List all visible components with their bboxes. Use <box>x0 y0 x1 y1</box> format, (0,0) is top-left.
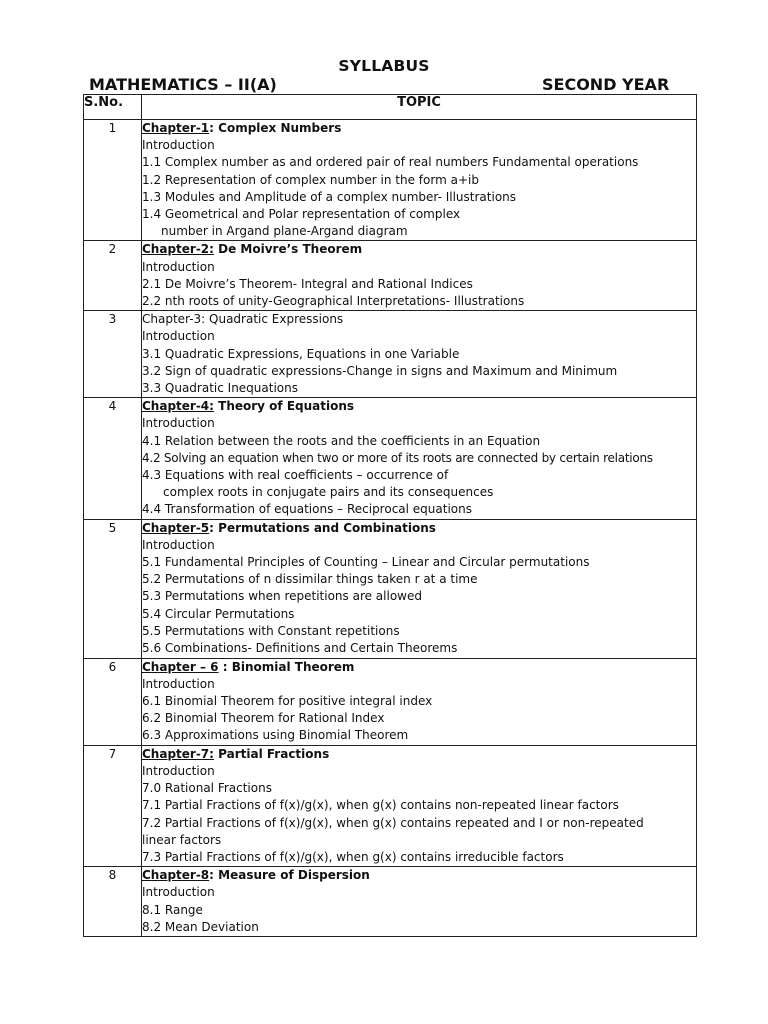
topic-line: 7.3 Partial Fractions of f(x)/g(x), when g(x) contains irreducible factors <box>142 849 564 864</box>
chapter-title: Theory of Equations <box>213 399 355 414</box>
chapter-title: De Moivre’s Theorem <box>213 242 363 257</box>
topic-line: 8.2 Mean Deviation <box>142 919 259 934</box>
table-row <box>84 311 697 398</box>
subject-heading: MATHEMATICS – II(A) <box>89 75 277 94</box>
topic-line: Introduction <box>142 259 215 274</box>
topic-line: 5.4 Circular Permutations <box>142 606 295 621</box>
topic-line: 4.1 Relation between the roots and the coefficients in an Equation <box>142 433 541 448</box>
topic-cell <box>142 658 697 745</box>
syllabus-table <box>83 94 697 937</box>
table-row <box>84 519 697 658</box>
table-row <box>84 867 697 937</box>
topic-line: 4.4 Transformation of equations – Reciprocal equations <box>142 502 472 517</box>
topic-line: 7.2 Partial Fractions of f(x)/g(x), when g(x) contains repeated and I or non-repeated linear factors <box>142 815 644 847</box>
topic-line: Introduction <box>142 329 215 344</box>
chapter-label: Chapter-1 <box>142 121 210 135</box>
column-header-sno: S.No. <box>84 95 142 120</box>
topic-line: 5.5 Permutations with Constant repetitions <box>142 623 400 638</box>
topic-line: 7.1 Partial Fractions of f(x)/g(x), when g(x) contains non-repeated linear factors <box>142 798 619 813</box>
topic-cell <box>142 519 697 658</box>
topic-line: Introduction <box>142 138 215 153</box>
topic-line: 5.3 Permutations when repetitions are allowed <box>142 589 422 604</box>
chapter-label: Chapter-4: <box>142 399 214 414</box>
topic-cell <box>142 311 697 398</box>
topic-cell <box>142 745 697 866</box>
chapter-label: Chapter-2: <box>142 242 214 257</box>
chapter-title: : Complex Numbers <box>209 121 342 135</box>
topic-line: 4.2 Solving an equation when two or more of its roots are connected by certain relations <box>142 450 653 465</box>
chapter-label: Chapter-5 <box>142 520 210 535</box>
table-row <box>84 398 697 519</box>
chapter-heading: Chapter-3: Quadratic Expressions <box>142 312 344 327</box>
row-number: 3 <box>84 311 142 398</box>
chapter-title: : Binomial Theorem <box>218 659 355 674</box>
year-heading: SECOND YEAR <box>542 75 670 94</box>
chapter-heading <box>142 241 696 258</box>
topic-cell <box>142 241 697 311</box>
topic-line: 1.4 Geometrical and Polar representation of complex <box>142 207 461 222</box>
topic-line: 6.3 Approximations using Binomial Theorem <box>142 728 409 743</box>
topic-cell <box>142 398 697 519</box>
topic-line: Introduction <box>142 885 215 900</box>
chapter-title: Partial Fractions <box>213 746 330 761</box>
topic-line: number in Argand plane-Argand diagram <box>161 224 408 239</box>
table-row <box>84 120 697 241</box>
chapter-heading <box>142 746 696 763</box>
topic-line: 2.2 nth roots of unity-Geographical Interpretations- Illustrations <box>142 294 525 309</box>
chapter-label: Chapter-7: <box>142 746 214 761</box>
topic-line: 3.1 Quadratic Expressions, Equations in one Variable <box>142 346 460 361</box>
topic-cell <box>142 867 697 937</box>
chapter-label: Chapter – 6 <box>142 659 219 674</box>
topic-line: Introduction <box>142 416 215 431</box>
topic-line: complex roots in conjugate pairs and its consequences <box>163 485 494 500</box>
topic-cell <box>142 120 697 241</box>
topic-line: 5.6 Combinations- Definitions and Certain Theorems <box>142 641 458 656</box>
row-number: 5 <box>84 519 142 658</box>
topic-line: 3.2 Sign of quadratic expressions-Change in signs and Maximum and Minimum <box>142 363 618 378</box>
topic-line: 1.2 Representation of complex number in the form a+ib <box>142 172 479 187</box>
chapter-title: : Permutations and Combinations <box>209 520 436 535</box>
topic-line: Introduction <box>142 763 215 778</box>
row-number: 8 <box>84 867 142 937</box>
topic-line: 3.3 Quadratic Inequations <box>142 381 298 396</box>
topic-line: 8.1 Range <box>142 902 203 917</box>
table-row <box>84 745 697 866</box>
row-number: 7 <box>84 745 142 866</box>
table-header-row <box>84 95 697 120</box>
topic-line: 1.3 Modules and Amplitude of a complex number- Illustrations <box>142 189 517 204</box>
chapter-heading <box>142 867 696 884</box>
topic-line: Introduction <box>142 676 215 691</box>
topic-line: 6.2 Binomial Theorem for Rational Index <box>142 711 385 726</box>
topic-line: 2.1 De Moivre’s Theorem- Integral and Rational Indices <box>142 276 473 291</box>
row-number: 6 <box>84 658 142 745</box>
topic-line: Introduction <box>142 537 215 552</box>
column-header-topic: TOPIC <box>142 95 697 120</box>
row-number: 4 <box>84 398 142 519</box>
topic-line: 5.1 Fundamental Principles of Counting – Linear and Circular permutations <box>142 555 590 570</box>
table-row <box>84 241 697 311</box>
chapter-label: Chapter-8 <box>142 868 210 883</box>
topic-line: 7.0 Rational Fractions <box>142 781 272 796</box>
page-title: SYLLABUS <box>338 57 430 75</box>
chapter-heading <box>142 659 696 676</box>
topic-line: 5.2 Permutations of n dissimilar things taken r at a time <box>142 572 478 587</box>
chapter-heading <box>142 520 696 537</box>
row-number: 1 <box>84 120 142 241</box>
chapter-heading <box>142 120 696 137</box>
topic-line: 1.1 Complex number as and ordered pair of real numbers Fundamental operations <box>142 155 639 170</box>
row-number: 2 <box>84 241 142 311</box>
topic-line: 6.1 Binomial Theorem for positive integral index <box>142 694 433 709</box>
chapter-heading <box>142 398 696 415</box>
table-row <box>84 658 697 745</box>
topic-line: 4.3 Equations with real coefficients – occurrence of <box>142 468 449 483</box>
chapter-title: : Measure of Dispersion <box>209 868 370 883</box>
